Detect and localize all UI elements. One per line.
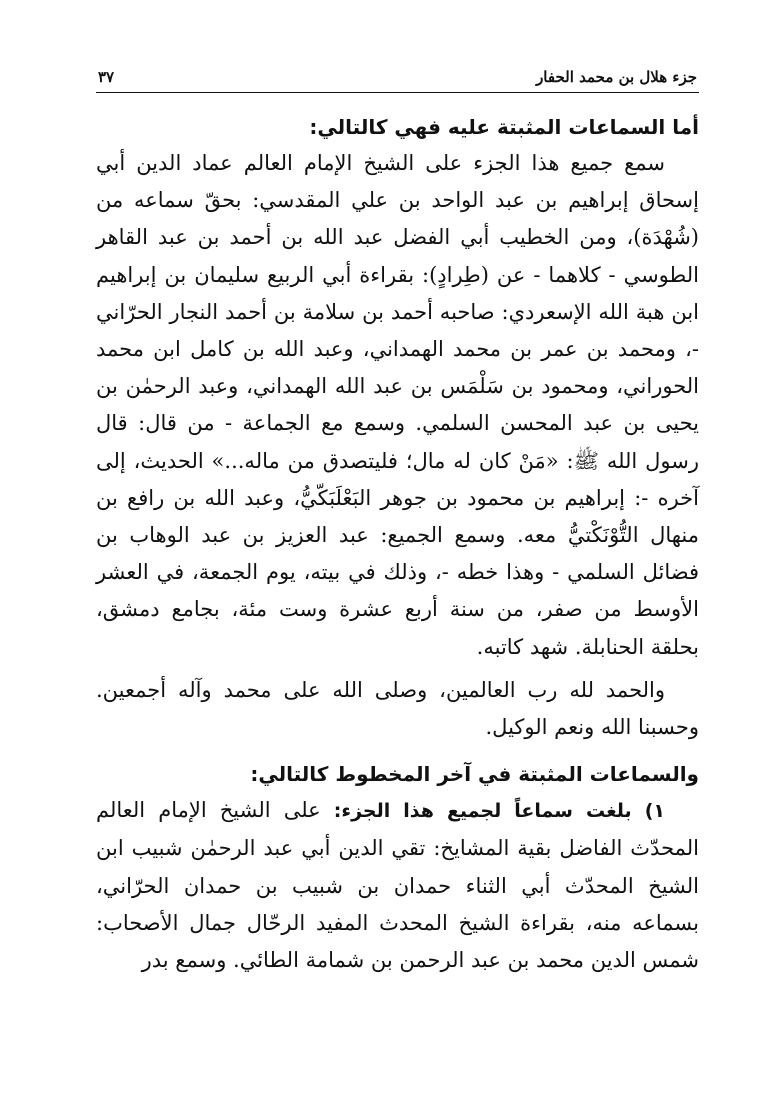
samaa-item-1-lead: ١) بلغت سماعاً لجميع هذا الجزء: (333, 800, 666, 823)
closing-doxology: والحمد لله رب العالمين، وصلى الله على محمد وآله أجمعين. وحسبنا الله ونعم الوكيل. (96, 677, 699, 740)
header-rule (96, 92, 699, 93)
samaa-item-1-body: على الشيخ الإمام العالم المحدّث الفاضل بقية المشايخ: تقي الدين أبي عبد الرحمٰن شبيب ابن الشيخ المحدّث أبي الثناء حمدان بن شبيب بن حمدان الحرّاني، بسماعه منه، بقراءة الشيخ المحدث المفيد الرحّال جمال الأصحاب: شمس الدين محمد بن عبد الرحمن بن شمامة الطائي. وسمع بدر (96, 798, 699, 973)
samaa-body-paragraph: سمع جميع هذا الجزء على الشيخ الإمام العالم عماد الدين أبي إسحاق إبراهيم بن عبد الواحد بن علي المقدسي: بحقّ سماعه من (شُهْدَة)، ومن الخطيب أبي الفضل عبد الله بن أحمد بن عبد القاهر الطوسي - كلاهما - عن (طِرادٍ): بقراءة أبي الربيع سليمان بن إبراهيم ابن هبة الله الإسعردي: صاحبه أحمد بن سلامة بن أحمد النجار الحرّاني -، ومحمد بن عمر بن محمد الهمداني، وعبد الله بن كامل ابن محمد الحوراني، ومحمود بن سَلْمَس بن عبد الله الهمداني، وعبد الرحمٰن بن يحيى بن عبد المحسن السلمي. وسمع مع الجماعة - من قال: قال رسول الله ﷺ: «مَنْ كان له مال؛ فليتصدق من ماله...» الحديث، إلى آخره -: إبراهيم بن محمود بن جوهر البَعْلَبَكّيُّ، وعبد الله بن رافع بن منهال التُّوْنَكْتيُّ معه. وسمع الجميع: عبد العزيز بن عبد الوهاب بن فضائل السلمي - وهذا خطه -، وذلك في بيته، يوم الجمعة، في العشر الأوسط من صفر، من سنة أربع عشرة وست مئة، بجامع دمشق، بحلقة الحنابلة. شهد كاتبه. (96, 151, 699, 659)
section-heading-samaat-end-manuscript: والسماعات المثبتة في آخر المخطوط كالتالي: (250, 762, 699, 787)
page-number: ٣٧ (98, 68, 115, 86)
section-spacer (96, 746, 699, 756)
book-title: جزء هلال بن محمد الحفار (536, 68, 697, 86)
running-head (96, 52, 699, 92)
section-heading-samaat-on-manuscript: أما السماعات المثبتة عليه فهي كالتالي: (309, 115, 699, 139)
samaa-item-1 (96, 792, 699, 979)
document-page (96, 52, 699, 979)
